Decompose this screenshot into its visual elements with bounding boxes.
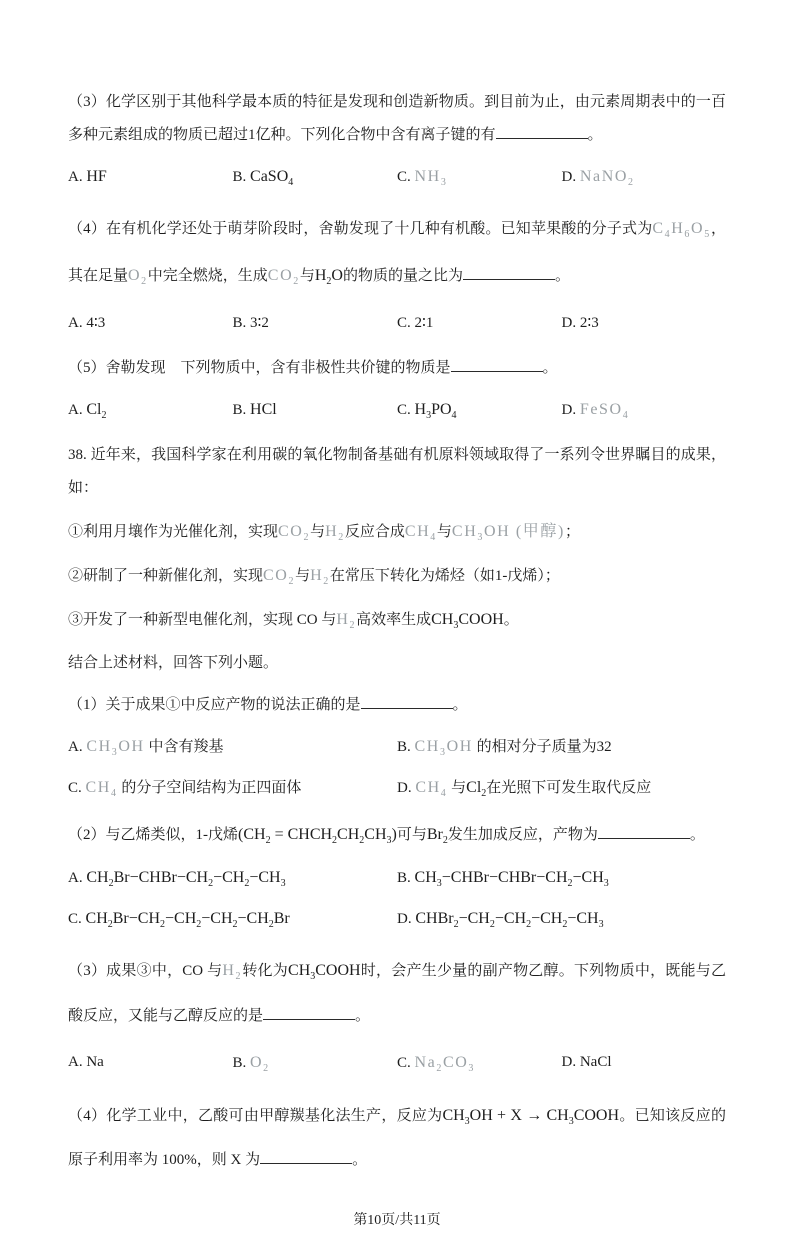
- option: [397, 308, 562, 339]
- text-run: B.: [232, 1055, 251, 1072]
- text-run: D.: [397, 910, 416, 927]
- text-run: ；: [564, 524, 580, 541]
- chem-formula: $H_2$: [222, 962, 243, 983]
- text-run: 与: [299, 267, 315, 284]
- text-run: 与: [447, 780, 467, 797]
- chem-formula: ($CH_2$ = $CHCH_2CH_2CH_3$): [238, 826, 397, 847]
- option: [397, 862, 726, 894]
- text-run: 。: [587, 127, 603, 143]
- option: [68, 394, 233, 426]
- text-run: 在光照下可发生取代反应: [486, 780, 652, 797]
- option: [68, 308, 233, 339]
- q38-sub3-stem: [68, 948, 726, 1038]
- text-run: 中含有羧基: [144, 738, 224, 755]
- option: [397, 731, 726, 763]
- text-run: 转化为: [242, 963, 289, 980]
- text-run: 。: [689, 827, 705, 844]
- text-run: ③开发了一种新型电催化剂，实现 CO 与: [68, 612, 337, 629]
- chem-formula: CaSO$_4$: [250, 168, 294, 189]
- chem-formula: $CHBr_2-CH_2-CH_2-CH_2-CH_3$: [415, 909, 604, 931]
- text-run: 在常压下转化为烯烃（如1-戊烯）；: [329, 568, 560, 585]
- chem-formula: $C_4H_6O_5$: [652, 220, 711, 241]
- text-run: 38. 近年来，我国科学家在利用碳的氧化物制备基础有机原料领域取得了一系列令世界瞩目的成果，如：: [68, 447, 726, 497]
- option: [562, 1047, 727, 1079]
- text-run: A. Na: [68, 1054, 104, 1071]
- text-run: 与: [295, 568, 311, 585]
- text-run: （1）关于成果①中反应产物的说法正确的是: [68, 696, 361, 713]
- text-run: C.: [397, 169, 415, 185]
- chem-formula: $CH_3COOH$: [288, 962, 361, 983]
- chem-formula: FeSO$_4$: [579, 400, 630, 421]
- chem-formula: $Cl_2$: [466, 779, 487, 800]
- q37-part5-stem: [68, 352, 726, 385]
- q37-part3-stem: [68, 86, 726, 152]
- text-run: 与: [436, 524, 452, 541]
- chem-formula: NaNO$_2$: [579, 168, 635, 189]
- chem-formula: $Br_2$: [426, 826, 448, 847]
- text-run: ①利用月壤作为光催化剂，实现: [68, 524, 279, 541]
- text-run: D. NaCl: [561, 1054, 612, 1071]
- chem-formula: $CO_2$: [278, 523, 311, 544]
- chem-formula: $O_2$: [128, 266, 148, 287]
- chem-formula: $CH_3OH + X$ → $CH_3COOH$: [442, 1106, 620, 1127]
- text-run: 的物质的量之比为: [342, 267, 463, 284]
- chem-formula: $Na_2CO_3$: [414, 1054, 476, 1075]
- text-run: 。: [542, 359, 558, 376]
- text-run: A.: [68, 401, 87, 418]
- answer-blank: [263, 1006, 355, 1020]
- text-run: 可与: [396, 827, 427, 844]
- text-run: 结合上述材料，回答下列小题。: [68, 654, 279, 671]
- chem-formula: $CH_3OH$: [414, 737, 473, 758]
- chem-formula: $CH_3OH$: [86, 737, 145, 758]
- text-run: 。: [355, 1007, 371, 1024]
- chem-formula: $H_2$: [310, 567, 330, 588]
- text-run: 与: [310, 524, 326, 541]
- text-run: C.: [397, 1055, 415, 1072]
- answer-blank: [496, 125, 588, 139]
- text-run: C.: [68, 780, 86, 797]
- option: [397, 394, 562, 426]
- chem-formula: $CH_3COOH$: [431, 611, 504, 632]
- option: [233, 1047, 398, 1079]
- text-run: A.: [68, 869, 87, 886]
- text-run: （4）在有机化学还处于萌芽阶段时，舍勒发现了十几种有机酸。已知苹果酸的分子式为: [68, 221, 653, 238]
- text-run: （5）舍勒发现 下列物质中，含有非极性共价键的物质是: [68, 359, 451, 376]
- text-run: 中完全燃烧，生成: [147, 267, 268, 284]
- option: [233, 394, 398, 426]
- chem-formula: $CH_4$: [415, 779, 448, 800]
- option: [397, 1047, 562, 1079]
- option: [68, 1047, 233, 1079]
- q38-sub1-options: [68, 731, 726, 805]
- answer-blank: [451, 358, 543, 372]
- q38-item2: [68, 558, 726, 593]
- text-run: D.: [397, 780, 416, 797]
- text-run: B. 3∶2: [232, 315, 269, 332]
- text-run: （3）成果③中，CO 与: [68, 963, 223, 980]
- chem-formula: $CO_2$: [267, 266, 300, 287]
- q37-part4-stem: [68, 206, 726, 299]
- option: [562, 394, 727, 426]
- chem-formula: $CO_2$: [263, 567, 296, 588]
- answer-blank: [463, 266, 555, 280]
- answer-blank: [361, 695, 453, 709]
- text-run: 反应合成: [344, 524, 405, 541]
- chem-formula: $CH_4$: [85, 779, 118, 800]
- text-run: （2）与乙烯类似，1-戊烯: [68, 827, 238, 844]
- chem-formula: HCl: [250, 400, 277, 418]
- text-run: 高效率生成: [356, 612, 432, 629]
- q38-lead: [68, 647, 726, 680]
- answer-blank: [260, 1150, 352, 1164]
- option: [562, 308, 727, 339]
- text-run: B.: [232, 401, 251, 418]
- q38-sub4-stem: [68, 1093, 726, 1183]
- q38-sub2-stem: [68, 817, 726, 852]
- q37-part5-options: [68, 394, 726, 426]
- text-run: B.: [397, 738, 415, 755]
- option: [397, 161, 562, 193]
- q38-intro: [68, 439, 726, 505]
- text-run: C. 2∶1: [397, 315, 434, 332]
- option: [233, 308, 398, 339]
- text-run: 。已知该反应的原子利用率为 100%，则 X 为: [68, 1107, 726, 1169]
- page-footer: 第10页/共11页: [353, 1212, 441, 1228]
- text-run: B.: [232, 169, 251, 185]
- q38-sub2-options: [68, 862, 726, 936]
- chem-formula: $Cl_2$: [86, 400, 107, 421]
- option: [68, 772, 397, 804]
- text-run: 的分子空间结构为正四面体: [117, 780, 302, 797]
- text-run: C.: [68, 910, 86, 927]
- text-run: （3）化学区别于其他科学最本质的特征是发现和创造新物质。到目前为止，由元素周期表中的一百多种元素组成的物质已超过1亿种。下列化合物中含有离子键的有: [68, 94, 726, 143]
- chem-formula: $H_2$: [325, 523, 345, 544]
- option: [233, 161, 398, 193]
- chem-formula: $O_2$: [250, 1054, 270, 1075]
- text-run: ②研制了一种新催化剂，实现: [68, 568, 264, 585]
- text-run: 。: [555, 267, 571, 284]
- option: [68, 862, 397, 894]
- chem-formula: $CH_2Br-CH_2-CH_2-CH_2-CH_2Br$: [85, 909, 290, 931]
- text-run: D.: [561, 169, 580, 185]
- text-run: C.: [397, 401, 415, 418]
- q37-part3-options: [68, 161, 726, 193]
- text-run: 的相对分子质量为32: [472, 738, 612, 755]
- option: [68, 161, 233, 193]
- text-run: ，其在足量: [68, 221, 726, 284]
- text-run: 。: [503, 612, 519, 629]
- text-run: B.: [397, 869, 415, 886]
- chem-formula: HF: [86, 168, 107, 185]
- text-run: 。: [352, 1152, 368, 1169]
- chem-formula: $CH_3OH$ (甲醇): [451, 523, 565, 544]
- chem-formula: $NH_3$: [414, 168, 448, 189]
- option: [68, 903, 397, 935]
- text-run: A.: [68, 169, 87, 185]
- text-run: A. 4∶3: [68, 315, 106, 332]
- chem-formula: $H_3PO_4$: [414, 400, 457, 421]
- option: [562, 161, 727, 193]
- chem-formula: $CH_2Br-CHBr-CH_2-CH_2-CH_3$: [86, 868, 286, 889]
- chem-formula: $H_2$: [336, 611, 357, 632]
- document-content: [68, 86, 726, 1183]
- text-run: 发生加成反应，产物为: [447, 827, 598, 844]
- text-run: D.: [561, 401, 580, 418]
- chem-formula: $CH_4$: [404, 523, 437, 544]
- text-run: A.: [68, 738, 87, 755]
- option: [397, 903, 726, 935]
- text-run: 时，会产生少量的副产物乙醇。下列物质中，既能与乙酸反应，又能与乙醇反应的是: [68, 963, 726, 1024]
- option: [68, 731, 397, 763]
- q38-sub1-stem: [68, 689, 726, 722]
- text-run: （4）化学工业中，乙酸可由甲醇羰基化法生产，反应为: [68, 1107, 443, 1124]
- text-run: 。: [452, 696, 468, 713]
- q38-sub3-options: [68, 1047, 726, 1079]
- answer-blank: [598, 825, 690, 839]
- q38-item3: [68, 602, 726, 637]
- q38-item1: [68, 514, 726, 549]
- q37-part4-options: [68, 308, 726, 339]
- chem-formula: $CH_3-CHBr-CHBr-CH_2-CH_3$: [414, 868, 609, 889]
- text-run: D. 2∶3: [561, 315, 599, 332]
- chem-formula: $H_2O$: [314, 266, 343, 287]
- option: [397, 772, 726, 804]
